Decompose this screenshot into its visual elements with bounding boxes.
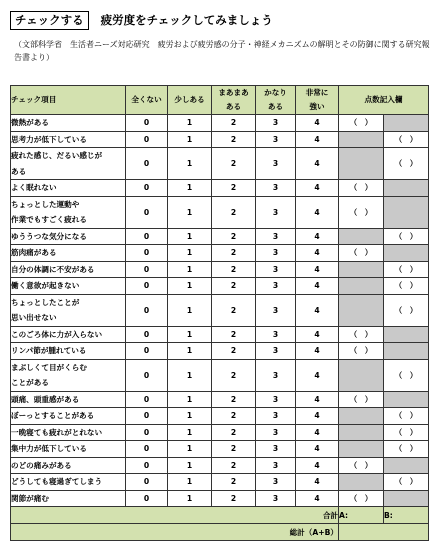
- header-level-2-line-1: ある: [225, 102, 242, 111]
- checklist-item-line: まぶしくて目がくらむ: [11, 362, 87, 372]
- checklist-item-line: 集中力が低下している: [11, 444, 87, 453]
- score-option[interactable]: 1: [168, 441, 212, 458]
- checklist-row: [11, 115, 429, 132]
- score-option[interactable]: 0: [126, 441, 168, 458]
- checklist-item-line: ちょっとした運動や: [11, 199, 80, 209]
- shaded-cell: [384, 326, 429, 343]
- checklist-item: [11, 474, 126, 491]
- checklist-item-line: ちょっとしたことが: [11, 297, 80, 307]
- score-option[interactable]: 4: [296, 326, 339, 343]
- shaded-cell: [384, 180, 429, 197]
- score-option[interactable]: 3: [256, 474, 296, 491]
- checklist-item: [11, 294, 126, 326]
- checklist-item-line: ある: [11, 166, 27, 176]
- score-entry-a[interactable]: （ ）: [339, 490, 384, 507]
- score-entry-b[interactable]: （ ）: [384, 424, 429, 441]
- score-option[interactable]: 0: [126, 196, 168, 228]
- score-option[interactable]: 1: [168, 278, 212, 295]
- score-option[interactable]: 4: [296, 408, 339, 425]
- total-label: 合計: [11, 507, 339, 524]
- checklist-item: [11, 115, 126, 132]
- score-option[interactable]: 1: [168, 148, 212, 180]
- score-option[interactable]: 4: [296, 180, 339, 197]
- checklist-item-line: 頭痛、頭重感がある: [11, 394, 80, 404]
- checklist-row: [11, 424, 429, 441]
- checklist-body: [11, 115, 429, 507]
- score-option[interactable]: 1: [168, 261, 212, 278]
- score-option[interactable]: 1: [168, 228, 212, 245]
- score-option[interactable]: 3: [256, 441, 296, 458]
- score-option[interactable]: 0: [126, 326, 168, 343]
- score-option[interactable]: 2: [212, 228, 256, 245]
- checklist-item: [11, 131, 126, 148]
- score-option[interactable]: 3: [256, 261, 296, 278]
- score-option[interactable]: 2: [212, 343, 256, 360]
- title-box: チェックする: [10, 11, 89, 30]
- checklist-item-line: 微熱がある: [11, 118, 49, 127]
- header-level-0: [126, 86, 168, 115]
- score-option[interactable]: 3: [256, 408, 296, 425]
- score-option[interactable]: 3: [256, 326, 296, 343]
- score-option[interactable]: 0: [126, 180, 168, 197]
- shaded-cell: [384, 343, 429, 360]
- score-option[interactable]: 4: [296, 148, 339, 180]
- score-option[interactable]: 0: [126, 228, 168, 245]
- score-option[interactable]: 0: [126, 408, 168, 425]
- score-option[interactable]: 4: [296, 490, 339, 507]
- score-option[interactable]: 0: [126, 131, 168, 148]
- shaded-cell: [339, 441, 384, 458]
- checklist-row: [11, 490, 429, 507]
- score-option[interactable]: 0: [126, 359, 168, 391]
- score-option[interactable]: 4: [296, 343, 339, 360]
- score-entry-a[interactable]: （ ）: [339, 115, 384, 132]
- checklist-item-line: 思考力が低下している: [11, 134, 87, 144]
- score-entry-a[interactable]: （ ）: [339, 457, 384, 474]
- header-level-0-line-0: 全くない: [131, 95, 162, 104]
- shaded-cell: [339, 408, 384, 425]
- score-option[interactable]: 2: [212, 131, 256, 148]
- total-row: [11, 507, 429, 524]
- score-entry-b[interactable]: （ ）: [384, 441, 429, 458]
- score-option[interactable]: 3: [256, 131, 296, 148]
- checklist-row: [11, 228, 429, 245]
- shaded-cell: [384, 196, 429, 228]
- score-option[interactable]: 3: [256, 245, 296, 262]
- score-option[interactable]: 0: [126, 278, 168, 295]
- score-option[interactable]: 3: [256, 180, 296, 197]
- grand-total-label: 総計（A+B）: [11, 524, 339, 541]
- score-option[interactable]: 4: [296, 228, 339, 245]
- score-option[interactable]: 3: [256, 196, 296, 228]
- checklist-row: [11, 457, 429, 474]
- checklist-item-line: 自分の体調に不安がある: [11, 264, 95, 274]
- header-level-3-line-0: かなり: [264, 88, 287, 97]
- score-entry-a[interactable]: （ ）: [339, 326, 384, 343]
- score-option[interactable]: 4: [296, 359, 339, 391]
- shaded-cell: [339, 424, 384, 441]
- checklist-item: [11, 245, 126, 262]
- checklist-item-line: ゆううつな気分になる: [11, 231, 87, 241]
- score-option[interactable]: 3: [256, 490, 296, 507]
- score-option[interactable]: 2: [212, 359, 256, 391]
- score-option[interactable]: 4: [296, 131, 339, 148]
- shaded-cell: [384, 490, 429, 507]
- score-option[interactable]: 1: [168, 326, 212, 343]
- checklist-item: [11, 180, 126, 197]
- score-option[interactable]: 1: [168, 359, 212, 391]
- checklist-item: [11, 278, 126, 295]
- page-title: 疲労度をチェックしてみましょう: [100, 13, 273, 27]
- score-option[interactable]: 0: [126, 474, 168, 491]
- score-option[interactable]: 2: [212, 148, 256, 180]
- checklist-item-line: 作業でもすごく疲れる: [11, 215, 87, 224]
- score-option[interactable]: 2: [212, 196, 256, 228]
- score-option[interactable]: 3: [256, 228, 296, 245]
- checklist-row: [11, 391, 429, 408]
- checklist-item: [11, 228, 126, 245]
- score-entry-b[interactable]: （ ）: [384, 278, 429, 295]
- score-entry-b[interactable]: （ ）: [384, 359, 429, 391]
- checklist-item-line: リンパ節が腫れている: [11, 346, 87, 355]
- score-option[interactable]: 2: [212, 424, 256, 441]
- score-option[interactable]: 4: [296, 196, 339, 228]
- checklist-item: [11, 408, 126, 425]
- score-entry-b[interactable]: （ ）: [384, 131, 429, 148]
- score-option[interactable]: 4: [296, 261, 339, 278]
- header-level-4-line-1: 強い: [309, 102, 325, 111]
- checklist-item: [11, 391, 126, 408]
- score-option[interactable]: 2: [212, 326, 256, 343]
- header-level-1-line-0: 少しある: [174, 95, 205, 104]
- score-option[interactable]: 4: [296, 424, 339, 441]
- score-option[interactable]: 3: [256, 115, 296, 132]
- shaded-cell: [339, 474, 384, 491]
- checklist-row: [11, 148, 429, 180]
- score-option[interactable]: 1: [168, 457, 212, 474]
- checklist-item: [11, 359, 126, 391]
- score-option[interactable]: 4: [296, 391, 339, 408]
- grand-total-row: [11, 524, 429, 541]
- score-option[interactable]: 0: [126, 490, 168, 507]
- score-entry-a[interactable]: （ ）: [339, 245, 384, 262]
- score-option[interactable]: 4: [296, 115, 339, 132]
- checklist-item: [11, 148, 126, 180]
- checklist-item: [11, 343, 126, 360]
- checklist-item-line: 疲れた感じ、だるい感じが: [11, 151, 103, 160]
- checklist-row: [11, 131, 429, 148]
- score-option[interactable]: 2: [212, 278, 256, 295]
- score-entry-a[interactable]: （ ）: [339, 196, 384, 228]
- checklist-item-line: 筋肉痛がある: [11, 248, 57, 257]
- checklist-row: [11, 245, 429, 262]
- header-level-4-line-0: 非常に: [305, 88, 329, 97]
- score-entry-b[interactable]: （ ）: [384, 148, 429, 180]
- score-option[interactable]: 1: [168, 196, 212, 228]
- header-level-3: [256, 86, 296, 115]
- score-option[interactable]: 3: [256, 148, 296, 180]
- shaded-cell: [384, 115, 429, 132]
- score-option[interactable]: 1: [168, 115, 212, 132]
- shaded-cell: [384, 457, 429, 474]
- checklist-item-line: 思い出せない: [11, 313, 57, 322]
- score-option[interactable]: 1: [168, 391, 212, 408]
- fatigue-checklist-table: [10, 85, 429, 541]
- shaded-cell: [339, 261, 384, 278]
- score-entry-a[interactable]: （ ）: [339, 343, 384, 360]
- header-level-4: [296, 86, 339, 115]
- score-option[interactable]: 2: [212, 457, 256, 474]
- score-entry-b[interactable]: （ ）: [384, 228, 429, 245]
- score-option[interactable]: 1: [168, 245, 212, 262]
- score-option[interactable]: 4: [296, 278, 339, 295]
- score-option[interactable]: 3: [256, 343, 296, 360]
- score-option[interactable]: 3: [256, 359, 296, 391]
- score-entry-b[interactable]: （ ）: [384, 294, 429, 326]
- score-option[interactable]: 2: [212, 245, 256, 262]
- score-option[interactable]: 3: [256, 294, 296, 326]
- checklist-row: [11, 180, 429, 197]
- checklist-row: [11, 441, 429, 458]
- checklist-item: [11, 261, 126, 278]
- shaded-cell: [384, 245, 429, 262]
- title-row: [10, 10, 273, 30]
- shaded-cell: [384, 391, 429, 408]
- shaded-cell: [339, 359, 384, 391]
- checklist-item-line: ぼーっとすることがある: [11, 411, 95, 420]
- header-item: チェック項目: [11, 86, 126, 115]
- score-option[interactable]: 1: [168, 424, 212, 441]
- total-a[interactable]: A:: [339, 507, 384, 524]
- score-option[interactable]: 1: [168, 408, 212, 425]
- checklist-item-line: 一晩寝ても疲れがとれない: [11, 427, 103, 437]
- score-option[interactable]: 4: [296, 457, 339, 474]
- shaded-cell: [339, 278, 384, 295]
- score-option[interactable]: 0: [126, 424, 168, 441]
- checklist-item-line: 働く意欲が起きない: [11, 281, 80, 290]
- source-note: （文部科学省 生活者ニーズ対応研究 疲労および疲労感の分子・神経メカニズムの解明とその防御に関する研究報告書より）: [14, 40, 430, 62]
- checklist-row: [11, 343, 429, 360]
- checklist-item: [11, 196, 126, 228]
- header-entry: 点数記入欄: [339, 86, 429, 115]
- score-option[interactable]: 3: [256, 424, 296, 441]
- score-option[interactable]: 1: [168, 474, 212, 491]
- score-option[interactable]: 2: [212, 294, 256, 326]
- checklist-item: [11, 457, 126, 474]
- score-entry-b[interactable]: （ ）: [384, 261, 429, 278]
- checklist-row: [11, 359, 429, 391]
- score-option[interactable]: 0: [126, 115, 168, 132]
- score-option[interactable]: 2: [212, 261, 256, 278]
- score-option[interactable]: 3: [256, 457, 296, 474]
- total-b[interactable]: B:: [384, 507, 429, 524]
- checklist-item: [11, 424, 126, 441]
- shaded-cell: [339, 294, 384, 326]
- score-option[interactable]: 3: [256, 278, 296, 295]
- header-level-3-line-1: ある: [267, 102, 284, 111]
- score-option[interactable]: 2: [212, 391, 256, 408]
- score-option[interactable]: 3: [256, 391, 296, 408]
- header-row: [11, 86, 429, 115]
- checklist-item-line: 関節が痛む: [11, 493, 49, 503]
- header-level-1: [168, 86, 212, 115]
- checklist-item: [11, 441, 126, 458]
- checklist-row: [11, 408, 429, 425]
- grand-total-value[interactable]: [339, 524, 429, 541]
- score-option[interactable]: 1: [168, 131, 212, 148]
- score-entry-b[interactable]: （ ）: [384, 474, 429, 491]
- checklist-item: [11, 490, 126, 507]
- score-option[interactable]: 0: [126, 148, 168, 180]
- checklist-item-line: のどの痛みがある: [11, 460, 72, 470]
- score-option[interactable]: 0: [126, 245, 168, 262]
- score-entry-a[interactable]: （ ）: [339, 391, 384, 408]
- shaded-cell: [339, 148, 384, 180]
- score-option[interactable]: 2: [212, 408, 256, 425]
- score-option[interactable]: 0: [126, 391, 168, 408]
- checklist-row: [11, 294, 429, 326]
- checklist-item-line: ことがある: [11, 378, 49, 387]
- score-option[interactable]: 1: [168, 180, 212, 197]
- header-level-2: [212, 86, 256, 115]
- score-option[interactable]: 4: [296, 474, 339, 491]
- score-option[interactable]: 2: [212, 490, 256, 507]
- score-option[interactable]: 0: [126, 457, 168, 474]
- score-option[interactable]: 0: [126, 343, 168, 360]
- shaded-cell: [339, 131, 384, 148]
- score-option[interactable]: 4: [296, 245, 339, 262]
- score-option[interactable]: 1: [168, 490, 212, 507]
- score-option[interactable]: 0: [126, 261, 168, 278]
- score-entry-a[interactable]: （ ）: [339, 180, 384, 197]
- checklist-item: [11, 326, 126, 343]
- score-option[interactable]: 2: [212, 180, 256, 197]
- shaded-cell: [339, 228, 384, 245]
- score-option[interactable]: 1: [168, 294, 212, 326]
- header-level-2-line-0: まあまあ: [218, 88, 249, 97]
- score-option[interactable]: 2: [212, 474, 256, 491]
- score-option[interactable]: 4: [296, 294, 339, 326]
- score-option[interactable]: 1: [168, 343, 212, 360]
- score-option[interactable]: 0: [126, 294, 168, 326]
- checklist-row: [11, 326, 429, 343]
- checklist-row: [11, 196, 429, 228]
- checklist-row: [11, 278, 429, 295]
- score-option[interactable]: 2: [212, 441, 256, 458]
- score-option[interactable]: 2: [212, 115, 256, 132]
- checklist-item-line: よく眠れない: [11, 183, 57, 192]
- score-option[interactable]: 4: [296, 441, 339, 458]
- checklist-item-line: どうしても寝過ぎてしまう: [11, 477, 103, 486]
- checklist-row: [11, 474, 429, 491]
- score-entry-b[interactable]: （ ）: [384, 408, 429, 425]
- checklist-row: [11, 261, 429, 278]
- checklist-item-line: このごろ体に力が入らない: [11, 329, 103, 339]
